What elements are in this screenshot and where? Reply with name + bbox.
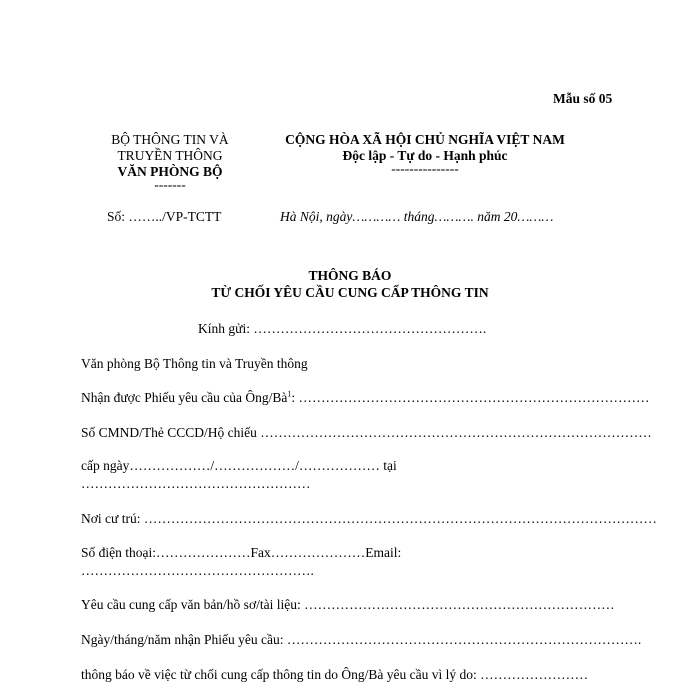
notice-title: THÔNG BÁO xyxy=(308,268,392,283)
ministry-line-1: BỘ THÔNG TIN VÀ xyxy=(111,132,229,147)
request-received-label: Nhận được Phiếu yêu cầu của Ông/Bà xyxy=(81,390,288,405)
ministry-header xyxy=(95,132,245,190)
received-date-line: Ngày/tháng/năm nhận Phiếu yêu cầu: ……………………………………………………………………. xyxy=(81,632,642,647)
nation-rule: --------------- xyxy=(391,161,459,176)
issue-place-line: …………………………………………… xyxy=(81,476,311,491)
request-received-line xyxy=(81,390,650,406)
national-header xyxy=(255,132,595,174)
sender-line: Văn phòng Bộ Thông tin và Truyền thông xyxy=(81,356,308,371)
phone-fax-email-line: Số điện thoại:…………………Fax…………………Email: xyxy=(81,545,402,560)
document-number: Số: ……../VP-TCTT xyxy=(107,209,222,224)
residence-line: Nơi cư trú: …………………………………………………………………………………………………… xyxy=(81,511,657,526)
nation-motto: Độc lập - Tự do - Hạnh phúc xyxy=(342,148,508,163)
notice-subtitle: TỪ CHỐI YÊU CẦU CUNG CẤP THÔNG TIN xyxy=(211,285,489,300)
issue-date-line: cấp ngày………………/………………/……………… tại xyxy=(81,458,397,473)
request-received-dots: : …………………………………………………………………… xyxy=(291,390,650,405)
nation-title: CỘNG HÒA XÃ HỘI CHỦ NGHĨA VIỆT NAM xyxy=(285,132,565,147)
ministry-rule: ------- xyxy=(154,177,186,192)
form-number: Mẫu số 05 xyxy=(553,91,613,106)
recipient-line: Kính gửi: ……………………………………………. xyxy=(198,321,487,336)
place-date: Hà Nội, ngày………… tháng………. năm 20……… xyxy=(280,209,554,224)
id-number-line: Số CMND/Thẻ CCCD/Hộ chiếu …………………………………………………………………………… xyxy=(81,425,652,440)
footnote-ref: 1 xyxy=(287,389,292,399)
refusal-reason-line: thông báo về việc từ chối cung cấp thông tin do Ông/Bà yêu cầu vì lý do: …………………… xyxy=(81,667,589,682)
requested-documents-line: Yêu cầu cung cấp văn bản/hồ sơ/tài liệu: …………………………………………………………… xyxy=(81,597,615,612)
ministry-line-3: VĂN PHÒNG BỘ xyxy=(117,164,223,179)
ministry-line-2: TRUYỀN THÔNG xyxy=(117,148,223,163)
phone-continuation-line: ……………………………………………. xyxy=(81,563,314,578)
